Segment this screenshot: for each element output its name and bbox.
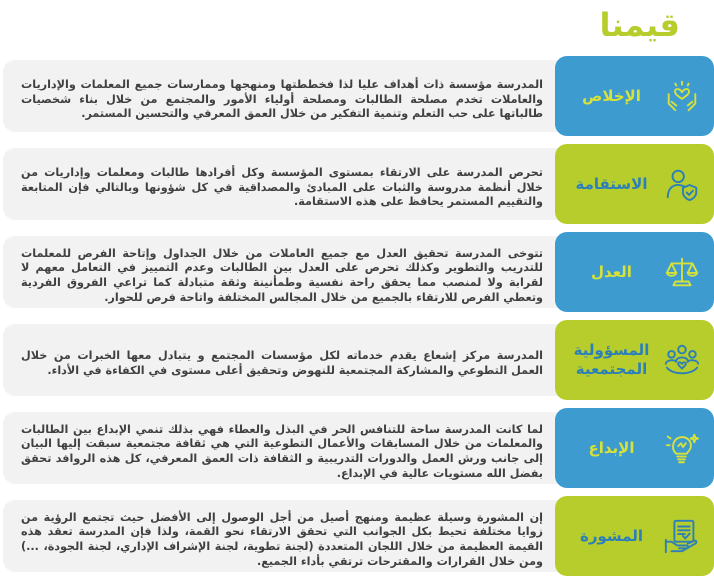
value-row-ikhlas [0,56,714,136]
value-name: المشورة [580,526,643,545]
balance-scale-icon [662,252,702,292]
value-description-text: تحرص المدرسة على الارتقاء بمستوى المؤسسة وكل أفرادها طالبات ومعلمات وإداريات من خلال أنظمة مدروسة والثبات على المبادئ والمصداقية في كل شؤونها وبالتالي فإن المتابعة والتقييم المستمر يحافظ على هذه الاستقامة. [21,166,543,209]
value-tile [555,144,714,224]
consultation-document-icon [662,516,702,556]
value-description-text: تتوخى المدرسة تحقيق العدل مع جميع العاملات من خلال الجداول وإتاحة الفرص للمعلمات للتدريب والتطوير وكذلك تحرص على العدل بين الطالبات وعدم التمييز في التعامل معهم لا لقرابة ولا لمنصب مما يحقق راحة نفسية وطمأنينة وثقة متبادلة كما تراعي الفروق الفردية وتعطي الفرص للارتقاء بالجميع من خلال المجالس المختلفة واتاحة فرص للحوار. [21,246,543,304]
value-row-ibdaa [0,408,714,488]
creative-bulb-icon [662,428,702,468]
value-name: الإبداع [588,438,635,457]
value-tile [555,56,714,136]
value-name: الإخلاص [582,86,641,105]
value-row-istiqama [0,144,714,224]
value-description [21,504,543,576]
value-description-card [3,148,577,220]
value-description [21,328,543,400]
value-description [21,64,543,136]
community-people-icon [662,340,702,380]
value-description [21,240,543,312]
value-name: المسؤولية المجتمعية [573,341,650,378]
page-title: قيمنا [599,6,680,44]
value-description-text: المدرسة مركز إشعاع يقدم خدماته لكل مؤسسات المجتمع و يتبادل معها الخبرات من خلال العمل التطوعي والمشاركة المجتمعية للنهوض وتحقيق أعلى مستوى في الكفاءة في الأداء. [21,349,543,377]
value-tile [555,232,714,312]
value-row-adl [0,232,714,312]
value-description [21,152,543,224]
value-description-text: إن المشورة وسيلة عظيمة ومنهج أصيل من أجل الوصول إلى الأفضل حيث تجتمع الرؤية من زوايا مختلفة تحيط بكل الجوانب التي تحقق الارتقاء نحو القمة، ولذا فإن المدرسة تعقد هذه القيمة العظيمة من خلال اللجان المتعددة (لجنة تطوية، لجنة الإشراف الإداري، لجنة الجودة، ...) ومن خلال القرارات والمقترحات ترتقي بأداء الجميع. [21,510,543,568]
value-description-card [3,324,577,396]
value-description-card [3,236,577,308]
value-description-text: المدرسة مؤسسة ذات أهداف عليا لذا فخططتها ومنهجها وممارسات جميع المعلمات والإداريات والعاملات تخدم مصلحة الطالبات ومصلحة أولياء الأمور والمجتمع من خلال بناء شخصيات طالباتها على حب التعلم وتنمية التفكير من خلال العمق المعرفي والتحسين المستمر. [21,78,543,121]
value-description-card [3,412,577,484]
user-shield-icon [662,164,702,204]
value-row-mashwara [0,496,714,576]
value-name: العدل [591,262,632,281]
value-tile [555,408,714,488]
value-tile [555,320,714,400]
value-row-social-responsibility [0,320,714,400]
value-description [21,416,543,488]
value-name: الاستقامة [575,174,648,193]
value-description-card [3,60,577,132]
heart-hands-icon [662,76,702,116]
value-tile [555,496,714,576]
value-description-card [3,500,577,572]
value-description-text: لما كانت المدرسة ساحة للتنافس الحر في البذل والعطاء فهي بذلك تنمي الإبداع بين الطالبات والمعلمات من خلال المسابقات والأعمال التطوعية التي هي ثقافة مجتمعية سبقت إليها البيان إلى جانب ورش العمل والدورات التدريبية و الثقافة ذات العمق المعرفي، كل هذه الروافد تحقق بفضل الله مستويات عالية في الإبداع. [21,422,543,480]
